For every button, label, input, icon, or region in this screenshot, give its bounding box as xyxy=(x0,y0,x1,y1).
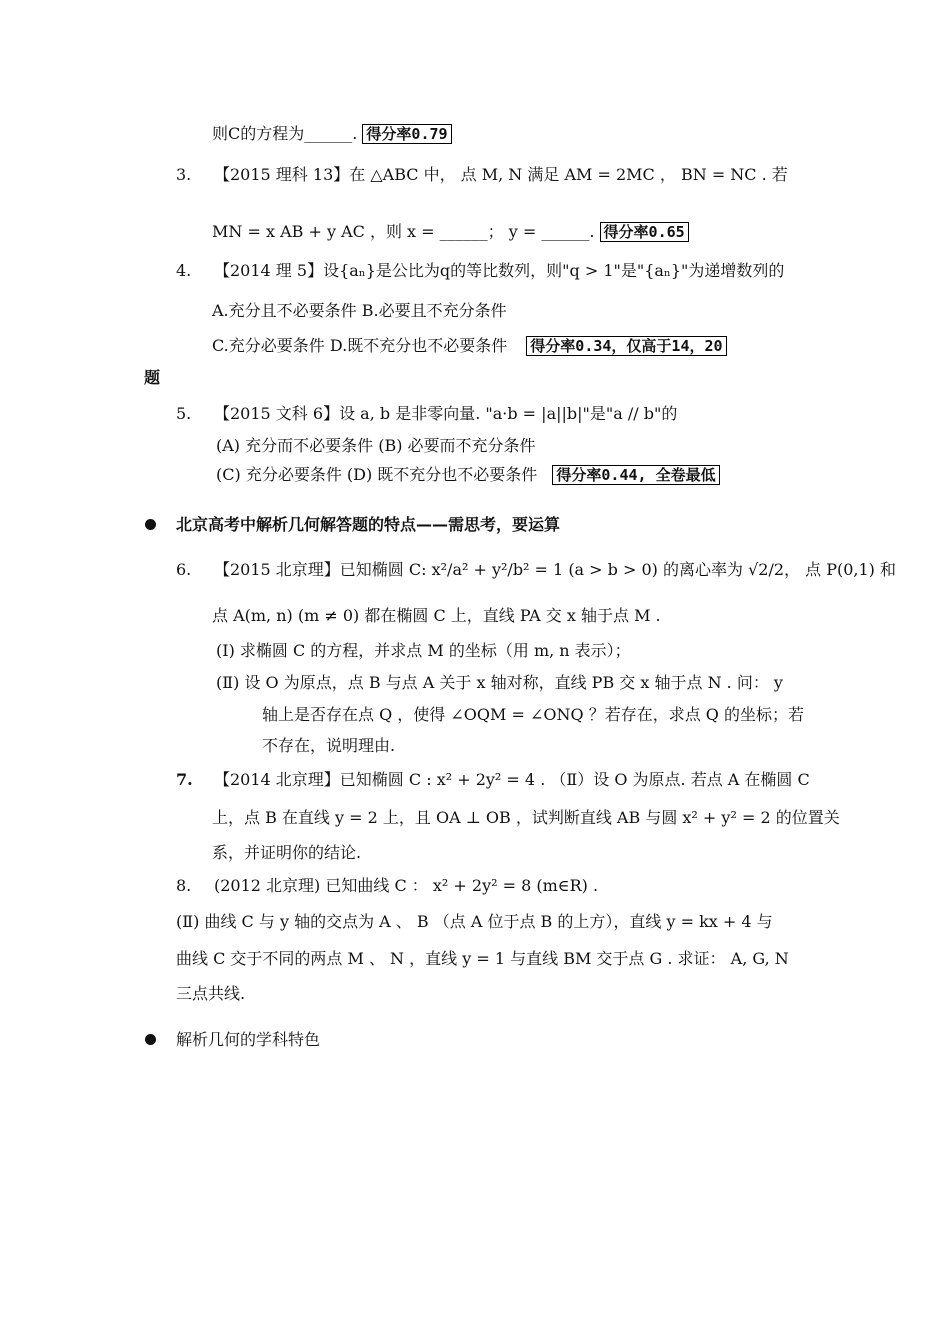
section-heading: 解析几何的学科特色 xyxy=(176,1030,321,1049)
text-line: 曲线 C 交于不同的两点 M 、 N ，直线 y = 1 与直线 BM 交于点 G . 求证： A, G, N xyxy=(176,949,789,968)
question-8: 8. (2012 北京理) 已知曲线 C ： x² + 2y² = 8 (m∈R) . xyxy=(176,876,599,895)
options-line: (C) 充分必要条件 (D) 既不充分也不必要条件 得分率0.44, 全卷最低 xyxy=(216,463,720,487)
text-line: 上，点 B 在直线 y = 2 上，且 OA ⊥ OB ，试判断直线 AB 与圆 x² + y² = 2 的位置关 xyxy=(212,808,840,827)
question-7: 7. 【2014 北京理】已知椭圆 C : x² + 2y² = 4 . （Ⅱ）设 O 为原点. 若点 A 在椭圆 C xyxy=(176,770,810,789)
options-line: A.充分且不必要条件 B.必要且不充分条件 xyxy=(212,301,507,320)
question-6: 6. 【2015 北京理】已知椭圆 C: x²/a² + y²/b² = 1 (a > b > 0) 的离心率为 √2/2， 点 P(0,1) 和 xyxy=(176,560,896,579)
question-3: 3. 【2015 理科 13】在 △ABC 中， 点 M, N 满足 AM = 2MC ， BN = NC . 若 xyxy=(176,165,788,184)
text-line: 不存在，说明理由. xyxy=(262,736,396,755)
question-5: 5. 【2015 文科 6】设 a, b 是非零向量. "a·b = |a||b|"是"a // b"的 xyxy=(176,404,678,423)
score-rate-box: 得分率0.44, 全卷最低 xyxy=(552,465,719,485)
score-rate-box: 得分率0.79 xyxy=(362,124,451,144)
text-line: 题 xyxy=(144,368,161,387)
score-rate-box: 得分率0.65 xyxy=(600,222,689,242)
text-line: 三点共线. xyxy=(176,984,246,1003)
options-line: C.充分必要条件 D.既不充分也不必要条件 得分率0.34，仅高于14，20 xyxy=(212,334,727,358)
section-heading: 北京高考中解析几何解答题的特点——需思考，要运算 xyxy=(176,515,561,534)
text-line: 系，并证明你的结论. xyxy=(212,843,362,862)
text-line: MN = x AB + y AC ，则 x = ______； y = ______. 得分率0.65 xyxy=(212,220,689,244)
text-line: 轴上是否存在点 Q ，使得 ∠OQM = ∠ONQ ？若存在，求点 Q 的坐标；若 xyxy=(262,705,804,724)
score-rate-box: 得分率0.34，仅高于14，20 xyxy=(526,336,726,356)
text-line: (Ⅱ) 设 O 为原点，点 B 与点 A 关于 x 轴对称，直线 PB 交 x 轴于点 N . 问： y xyxy=(216,673,783,692)
text-line: (Ⅱ) 曲线 C 与 y 轴的交点为 A 、 B （点 A 位于点 B 的上方），直线 y = kx + 4 与 xyxy=(176,912,773,931)
options-line: (A) 充分而不必要条件 (B) 必要而不充分条件 xyxy=(216,436,536,455)
text-line: 则C的方程为______. 得分率0.79 xyxy=(212,122,452,146)
bullet-icon xyxy=(145,1034,156,1045)
bullet-icon xyxy=(145,519,156,530)
text-line: (Ⅰ) 求椭圆 C 的方程，并求点 M 的坐标（用 m, n 表示）； xyxy=(216,641,631,660)
text-line: 点 A(m, n) (m ≠ 0) 都在椭圆 C 上，直线 PA 交 x 轴于点 M . xyxy=(212,606,661,625)
question-4: 4. 【2014 理 5】设{aₙ}是公比为q的等比数列，则"q > 1"是"{aₙ}"为递增数列的 xyxy=(176,261,785,280)
